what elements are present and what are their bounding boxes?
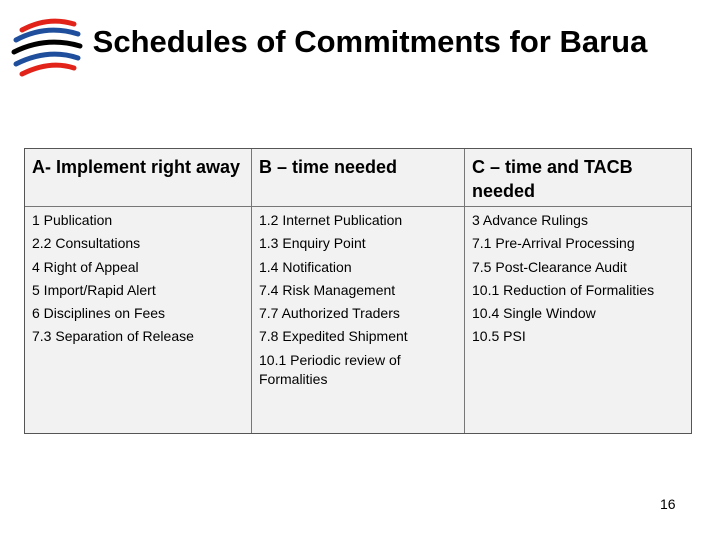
list-item: 1.4 Notification xyxy=(259,258,352,275)
list-item: 10.5 PSI xyxy=(472,328,526,345)
list-item: 6 Disciplines on Fees xyxy=(32,305,166,322)
table-body-row xyxy=(25,207,691,433)
list-item: 7.4 Risk Management xyxy=(259,281,396,298)
list-item: 7.7 Authorized Traders xyxy=(259,305,400,322)
list-item: 3 Advance Rulings xyxy=(472,212,588,228)
page-number: 16 xyxy=(660,496,676,512)
column-b-items xyxy=(259,209,461,389)
list-item: 4 Right of Appeal xyxy=(32,258,139,275)
list-item: 1.2 Internet Publication xyxy=(259,212,403,228)
column-a-items xyxy=(32,209,247,349)
wto-logo-icon xyxy=(8,12,92,84)
table-header-row xyxy=(25,149,691,207)
list-item: 2.2 Consultations xyxy=(32,235,141,252)
list-item: 7.8 Expedited Shipment xyxy=(259,328,408,345)
list-item: 10.4 Single Window xyxy=(472,305,596,322)
list-item: 10.1 Reduction of Formalities xyxy=(472,281,655,298)
header-cell-b: B – time needed xyxy=(259,157,398,177)
list-item: 7.5 Post-Clearance Audit xyxy=(472,258,627,275)
list-item: 1 Publication xyxy=(32,212,113,228)
list-item: 5 Import/Rapid Alert xyxy=(32,281,156,298)
header-cell-a: A- Implement right away xyxy=(32,157,241,177)
commitments-table xyxy=(24,148,692,434)
header-cell-c: C – time and TACB needed xyxy=(472,157,633,201)
list-item: 10.1 Periodic review of Formalities xyxy=(259,351,401,387)
page-title: Schedules of Commitments for Barua xyxy=(92,24,648,59)
list-item: 7.3 Separation of Release xyxy=(32,328,194,345)
list-item: 1.3 Enquiry Point xyxy=(259,235,366,252)
column-c-items xyxy=(472,209,688,349)
list-item: 7.1 Pre-Arrival Processing xyxy=(472,235,635,252)
